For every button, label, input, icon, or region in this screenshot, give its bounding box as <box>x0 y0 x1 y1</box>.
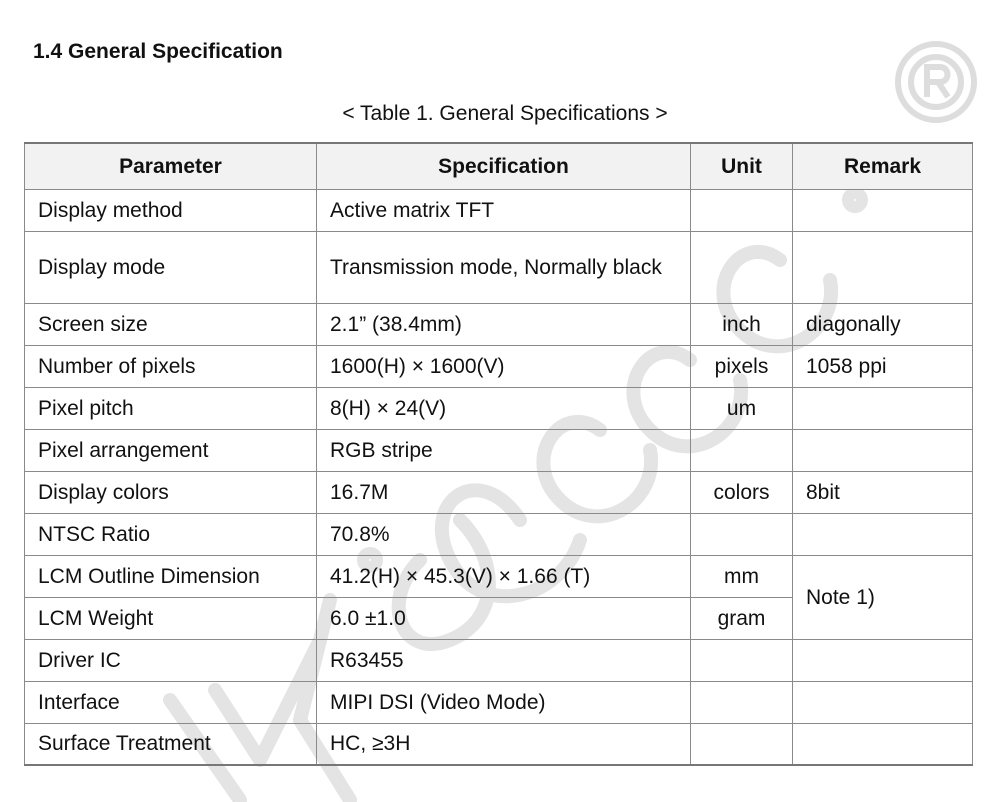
header-unit: Unit <box>691 143 793 189</box>
cell-remark <box>793 681 973 723</box>
cell-parameter: Number of pixels <box>25 345 317 387</box>
cell-specification: 8(H) × 24(V) <box>317 387 691 429</box>
cell-specification: 16.7M <box>317 471 691 513</box>
cell-parameter: Driver IC <box>25 639 317 681</box>
cell-specification: R63455 <box>317 639 691 681</box>
table-caption: < Table 1. General Specifications > <box>342 102 668 125</box>
table-row <box>25 555 973 597</box>
cell-specification: 2.1” (38.4mm) <box>317 303 691 345</box>
cell-unit: mm <box>691 555 793 597</box>
cell-parameter: LCM Weight <box>25 597 317 639</box>
cell-remark: 8bit <box>793 471 973 513</box>
cell-remark <box>793 231 973 303</box>
header-specification: Specification <box>317 143 691 189</box>
cell-parameter: Display colors <box>25 471 317 513</box>
table-row <box>25 723 973 765</box>
cell-parameter: Surface Treatment <box>25 723 317 765</box>
header-remark: Remark <box>793 143 973 189</box>
cell-specification: RGB stripe <box>317 429 691 471</box>
cell-unit: pixels <box>691 345 793 387</box>
cell-parameter: Interface <box>25 681 317 723</box>
cell-unit <box>691 429 793 471</box>
cell-unit <box>691 231 793 303</box>
table-row <box>25 471 973 513</box>
cell-unit: colors <box>691 471 793 513</box>
table-row <box>25 681 973 723</box>
cell-specification: Active matrix TFT <box>317 189 691 231</box>
cell-specification: 41.2(H) × 45.3(V) × 1.66 (T) <box>317 555 691 597</box>
table-row <box>25 345 973 387</box>
cell-parameter: Display method <box>25 189 317 231</box>
table-row <box>25 387 973 429</box>
cell-unit <box>691 723 793 765</box>
table-row <box>25 231 973 303</box>
cell-remark <box>793 189 973 231</box>
cell-specification: HC, ≥3H <box>317 723 691 765</box>
cell-remark <box>793 429 973 471</box>
table-row <box>25 189 973 231</box>
table-row <box>25 429 973 471</box>
cell-remark: diagonally <box>793 303 973 345</box>
cell-unit: gram <box>691 597 793 639</box>
header-parameter: Parameter <box>25 143 317 189</box>
general-spec-table <box>24 142 973 766</box>
cell-unit <box>691 639 793 681</box>
cell-remark <box>793 387 973 429</box>
table-row <box>25 639 973 681</box>
cell-remark <box>793 513 973 555</box>
cell-specification: 1600(H) × 1600(V) <box>317 345 691 387</box>
cell-specification: MIPI DSI (Video Mode) <box>317 681 691 723</box>
cell-parameter: Screen size <box>25 303 317 345</box>
cell-remark <box>793 639 973 681</box>
cell-remark: 1058 ppi <box>793 345 973 387</box>
table-row <box>25 303 973 345</box>
cell-unit <box>691 189 793 231</box>
cell-parameter: Pixel pitch <box>25 387 317 429</box>
cell-unit <box>691 681 793 723</box>
cell-specification: 70.8% <box>317 513 691 555</box>
cell-unit <box>691 513 793 555</box>
cell-parameter: LCM Outline Dimension <box>25 555 317 597</box>
cell-remark: Note 1) <box>793 555 973 639</box>
cell-parameter: Pixel arrangement <box>25 429 317 471</box>
cell-unit: inch <box>691 303 793 345</box>
cell-parameter: NTSC Ratio <box>25 513 317 555</box>
section-title: 1.4 General Specification <box>33 40 283 63</box>
table-header-row <box>25 143 973 189</box>
cell-parameter: Display mode <box>25 231 317 303</box>
cell-remark <box>793 723 973 765</box>
cell-specification: 6.0 ±1.0 <box>317 597 691 639</box>
cell-specification: Transmission mode, Normally black <box>317 231 691 303</box>
table-row <box>25 513 973 555</box>
cell-unit: um <box>691 387 793 429</box>
